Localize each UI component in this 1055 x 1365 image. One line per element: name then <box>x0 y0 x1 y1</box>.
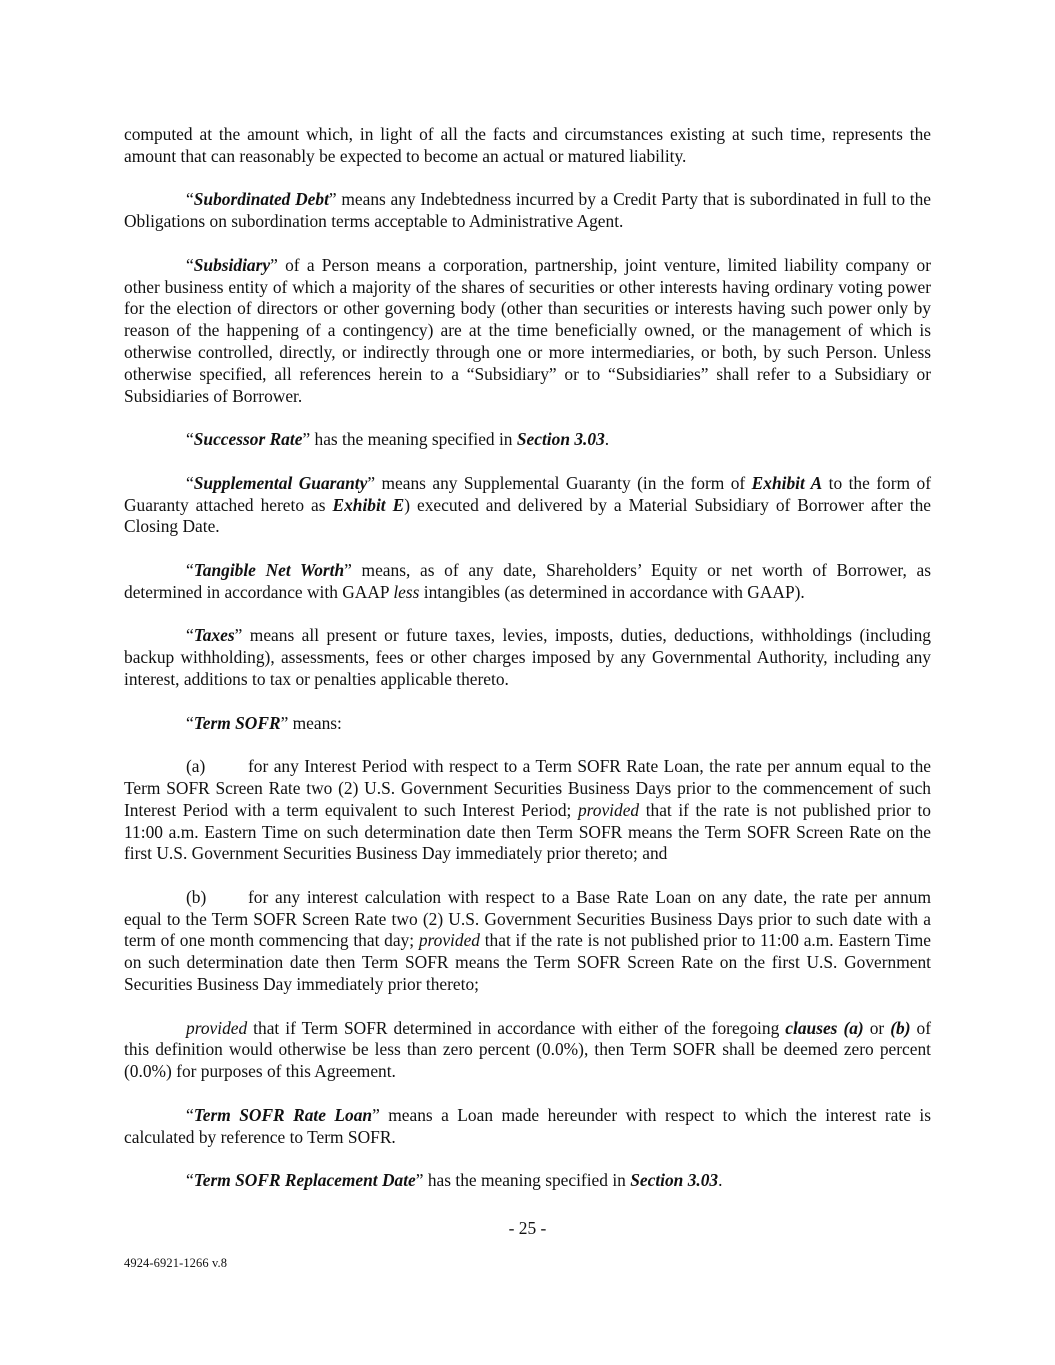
definition-tangible-net-worth: “Tangible Net Worth” means, as of any date, Shareholders’ Equity or net worth of Borrower, as determined in accordance with GAAP less intangibles (as determined in accordance with GAAP). <box>124 559 931 602</box>
definition-subordinated-debt: “Subordinated Debt” means any Indebtedness incurred by a Credit Party that is subordinated in full to the Obligations on subordination terms acceptable to Administrative Agent. <box>124 189 931 232</box>
clause-label: (a) <box>186 756 206 777</box>
definition-taxes: “Taxes” means all present or future taxes, levies, imposts, duties, deductions, withholdings (including backup withholding), assessments, fees or other charges imposed by any Governmental Authority, including any interest, additions to tax or penalties applicable thereto. <box>124 625 931 689</box>
clause-reference: (b) <box>890 1017 911 1038</box>
italic-word: less <box>393 581 420 602</box>
term-sofr-clause-b: (b) for any interest calculation with respect to a Base Rate Loan on any date, the rate per annum equal to the Term SOFR Screen Rate two (2) U.S. Government Securities Business Days prior to such date with a term of one month commencing that day; provided that if the rate is not published prior to 11:00 a.m. Eastern Time on such determination date then Term SOFR means the Term SOFR Screen Rate on the first U.S. Government Securities Business Day immediately prior thereto; <box>124 886 932 995</box>
term-sofr-proviso: provided that if Term SOFR determined in accordance with either of the foregoing clauses (a) or (b) of this definition would otherwise be less than zero percent (0.0%), then Term SOFR shall be deemed zero percent (0.0%) for purposes of this Agreement. <box>124 1017 931 1082</box>
defined-term: Term SOFR Replacement Date <box>193 1170 416 1191</box>
italic-word: provided <box>418 930 480 951</box>
continuation-paragraph: computed at the amount which, in light of all the facts and circumstances existing at such time, represents the amount that can reasonably be expected to become an actual or matured liability. <box>124 124 931 166</box>
section-reference: Section 3.03 <box>630 1170 719 1191</box>
section-reference: Section 3.03 <box>516 429 605 450</box>
defined-term: Supplemental Guaranty <box>193 472 368 493</box>
term-sofr-clause-a: (a) for any Interest Period with respect to a Term SOFR Rate Loan, the rate per annum equal to the Term SOFR Screen Rate two (2) U.S. Government Securities Business Days prior to the commencement of such Interest Period with a term equivalent to such Interest Period; provided that if the rate is not published prior to 11:00 a.m. Eastern Time on such determination date then Term SOFR means the Term SOFR Screen Rate on the first U.S. Government Securities Business Day immediately prior thereto; and <box>124 756 931 864</box>
clause-label: (b) <box>186 886 207 907</box>
exhibit-reference: Exhibit E <box>332 494 405 515</box>
definition-term-sofr: “Term SOFR” means: <box>186 712 342 733</box>
defined-term: Subordinated Debt <box>193 189 329 210</box>
defined-term: Term SOFR <box>193 712 281 733</box>
definition-term-sofr-rate-loan: “Term SOFR Rate Loan” means a Loan made hereunder with respect to which the interest rate is calculated by reference to Term SOFR. <box>124 1104 932 1147</box>
defined-term: Subsidiary <box>193 254 271 275</box>
italic-word: provided <box>186 1017 248 1038</box>
document-page <box>124 124 931 1214</box>
defined-term: Tangible Net Worth <box>193 559 345 580</box>
definition-supplemental-guaranty: “Supplemental Guaranty” means any Supplemental Guaranty (in the form of Exhibit A to the form of Guaranty attached hereto as Exhibit E) executed and delivered by a Material Subsidiary of Borrower after the Closing Date. <box>124 472 931 537</box>
exhibit-reference: Exhibit A <box>751 472 823 493</box>
definition-successor-rate: “Successor Rate” has the meaning specified in Section 3.03. <box>186 429 610 450</box>
defined-term: Successor Rate <box>193 429 303 450</box>
clause-reference: clauses (a) <box>785 1017 864 1038</box>
document-id: 4924-6921-1266 v.8 <box>124 1256 228 1270</box>
definition-term-sofr-replacement-date: “Term SOFR Replacement Date” has the meaning specified in Section 3.03. <box>186 1170 723 1191</box>
definition-subsidiary: “Subsidiary” of a Person means a corporation, partnership, joint venture, limited liability company or other business entity of which a majority of the shares of securities or other interests having ordinary voting power for the election of directors or other governing body (other than securities or interests having such power only by reason of the happening of a contingency) are at the time beneficially owned, or the management of which is otherwise controlled, directly, or indirectly through one or more intermediaries, or both, by such Person. Unless otherwise specified, all references herein to a “Subsidiary” or to “Subsidiaries” shall refer to a Subsidiary or Subsidiaries of Borrower. <box>124 254 931 406</box>
page-number: - 25 - <box>508 1218 547 1238</box>
defined-term: Taxes <box>193 625 235 646</box>
italic-word: provided <box>577 799 640 820</box>
defined-term: Term SOFR Rate Loan <box>193 1104 373 1125</box>
